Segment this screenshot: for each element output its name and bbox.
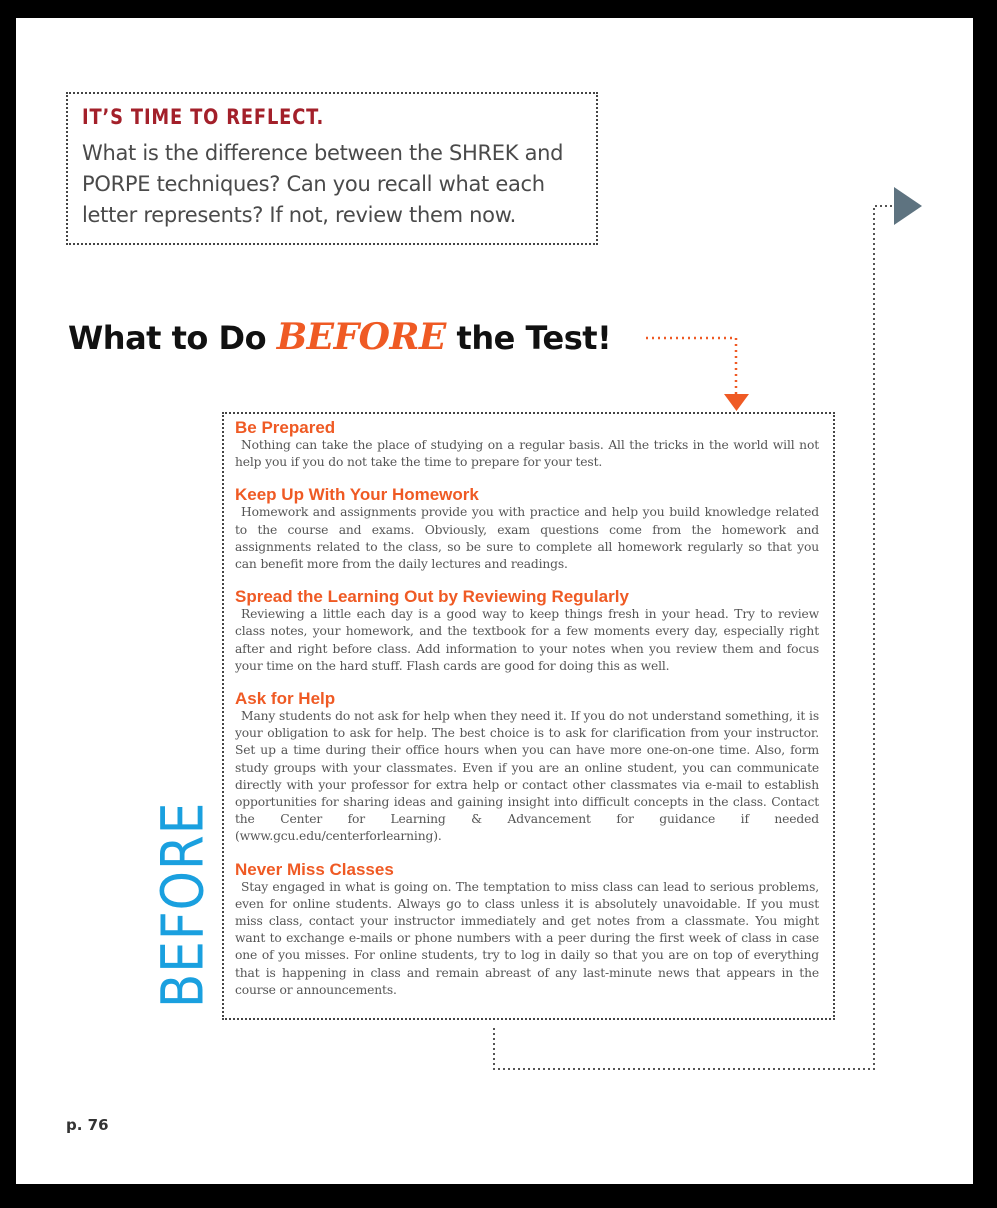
tip-body: Reviewing a little each day is a good way to keep things fresh in your head. Try to review class notes, your homework, and the textbook for a few moments every day, especially right after and right before class. Add information to your notes when you review them and focus your time on the hard stuff. Flash cards are good for doing this as well. [235,607,819,673]
heading-suffix: the Test! [445,319,612,357]
tip-title: Keep Up With Your Homework [235,485,479,505]
side-label: BEFORE [149,801,217,1008]
tip-body: Homework and assignments provide you with practice and help you build knowledge related to the course and exams. Obviously, exam questions come from the homework and assignments related to the class, so be sure to complete all homework regularly so that you can benefit more from the daily lectures and readings. [235,505,819,572]
tip-title: Spread the Learning Out by Reviewing Regularly [235,587,629,607]
tip-item [235,689,819,846]
heading-prefix: What to Do [68,319,277,357]
tips-box [222,412,835,1020]
tip-body: Many students do not ask for help when they need it. If you do not understand something, it is your obligation to ask for help. The best choice is to ask for clarification from your instructor. Set up a time during their office hours when you can have more one-on-one time. Also, form study groups with your classmates. Even if you are an online student, you can communicate directly with your professor for extra help or contact other classmates via e-mail to establish opportunities for sharing ideas and gaining insight into difficult concepts in the class. Contact the Center for Learning & Advancement for guidance if needed (www.gcu.edu/centerforlearning). [235,709,819,844]
tip-body: Nothing can take the place of studying on a regular basis. All the tricks in the world will not help you if you do not take the time to prepare for your test. [235,438,819,470]
heading-emphasis: BEFORE [276,316,446,358]
tip-body: Stay engaged in what is going on. The temptation to miss class can lead to serious problems, even for online students. Always go to class unless it is absolutely unavoidable. If you must miss class, contact your instructor immediately and get notes from a classmate. You might want to exchange e-mails or phone numbers with a peer during the first week of class in case one of you misses. For online students, try to log in daily so that you are on top of everything that is happening in class and remain abreast of any last-minute news that appears in the course or announcements. [235,879,819,997]
down-arrow-icon [724,394,750,412]
tip-title: Ask for Help [235,689,336,709]
page [16,18,973,1184]
tip-item [235,485,819,573]
reflect-title: IT’S TIME TO REFLECT. [82,105,325,129]
page-number: p. 76 [66,1116,109,1134]
tip-item [235,587,819,675]
next-page-icon[interactable] [894,187,924,227]
reflect-body: What is the difference between the SHREK and PORPE techniques? Can you recall what each letter represents? If not, review them now. [82,141,564,227]
tip-item [235,860,819,999]
section-heading [68,316,611,358]
tip-title: Never Miss Classes [235,859,394,879]
tip-title: Be Prepared [235,418,336,437]
tip-item [235,418,819,471]
